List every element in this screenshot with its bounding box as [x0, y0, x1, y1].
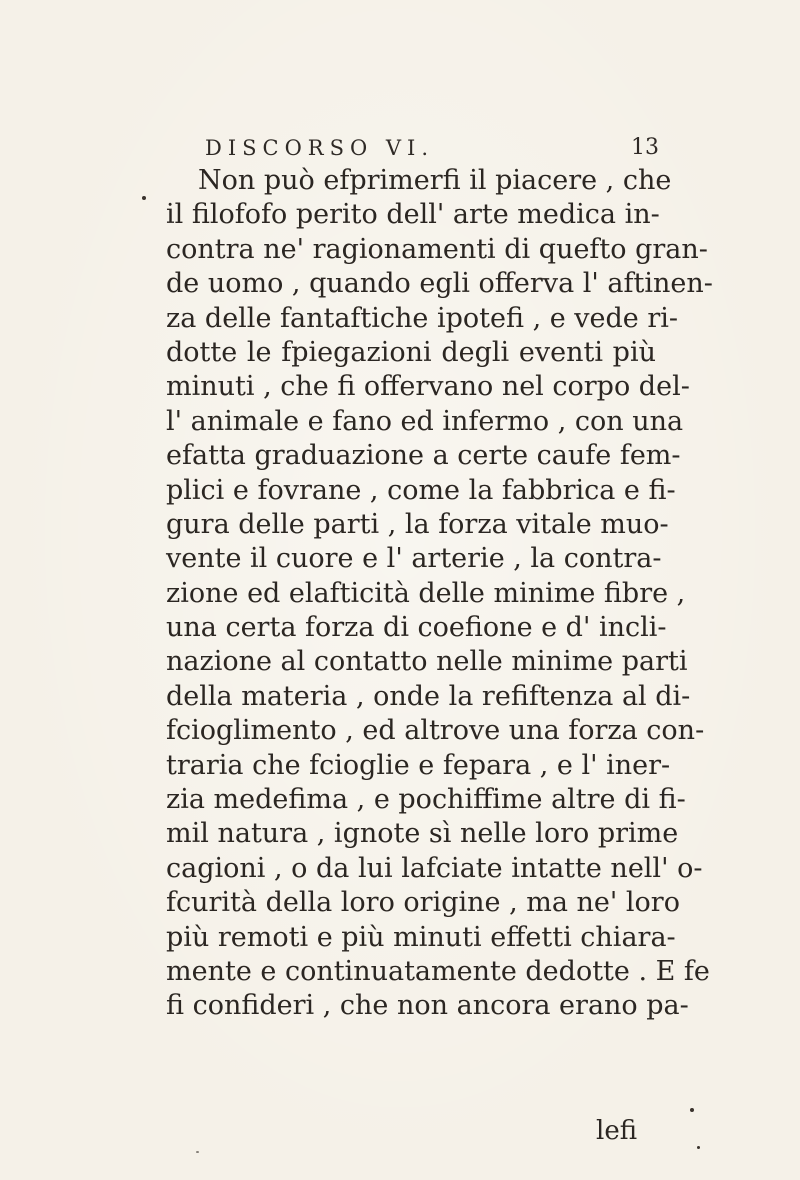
text-line: fcurità della loro origine , ma ne' loro — [166, 887, 680, 919]
text-line: zia medefima , e pochiffime altre di fi- — [166, 784, 686, 816]
text-line: della materia , onde la refiftenza al di- — [166, 680, 691, 712]
text-line: il filofofo perito dell' arte medica in- — [166, 199, 660, 231]
text-line: fi confideri , che non ancora erano pa- — [166, 990, 689, 1022]
text-line: traria che fcioglie e fepara , e l' iner- — [166, 749, 671, 781]
paper-speck — [690, 1108, 694, 1112]
text-line: fcioglimento , ed altrove una forza con- — [166, 715, 705, 747]
text-line: minuti , che fi offervano nel corpo del- — [166, 371, 690, 403]
paper-speck — [196, 1151, 199, 1153]
text-line: gura delle parti , la forza vitale muo- — [166, 508, 669, 540]
text-line: plici e fovrane , come la fabbrica e fi- — [166, 474, 676, 506]
page-number: 13 — [631, 135, 659, 160]
text-line: dotte le fpiegazioni degli eventi più — [166, 336, 656, 368]
paper-speck — [697, 1146, 700, 1149]
running-head — [205, 133, 665, 163]
text-line: l' animale e fano ed infermo , con una — [166, 405, 684, 437]
running-title: DISCORSO VI. — [205, 136, 435, 160]
catchword: lefi — [596, 1116, 638, 1146]
paper-speck — [142, 196, 146, 200]
text-line: za delle fantaftiche ipotefi , e vede ri- — [166, 302, 679, 334]
text-line: nazione al contatto nelle minime parti — [166, 646, 688, 678]
text-line: vente il cuore e l' arterie , la contra- — [166, 543, 662, 575]
text-line: una certa forza di coefione e d' incli- — [166, 612, 667, 644]
text-line: contra ne' ragionamenti di quefto gran- — [166, 233, 708, 265]
text-line: efatta graduazione a certe caufe fem- — [166, 440, 681, 472]
text-line: cagioni , o da lui lafciate intatte nell' o- — [166, 852, 703, 884]
text-line: de uomo , quando egli offerva l' aftinen- — [166, 268, 713, 300]
text-line: mil natura , ignote sì nelle loro prime — [166, 818, 679, 850]
text-line: zione ed elafticità delle minime fibre , — [166, 577, 686, 609]
body-text — [166, 164, 713, 1024]
text-line: mente e continuatamente dedotte . E fe — [166, 955, 710, 987]
text-line: più remoti e più minuti effetti chiara- — [166, 921, 676, 953]
text-line: Non può efprimerfi il piacere , che — [198, 165, 672, 196]
